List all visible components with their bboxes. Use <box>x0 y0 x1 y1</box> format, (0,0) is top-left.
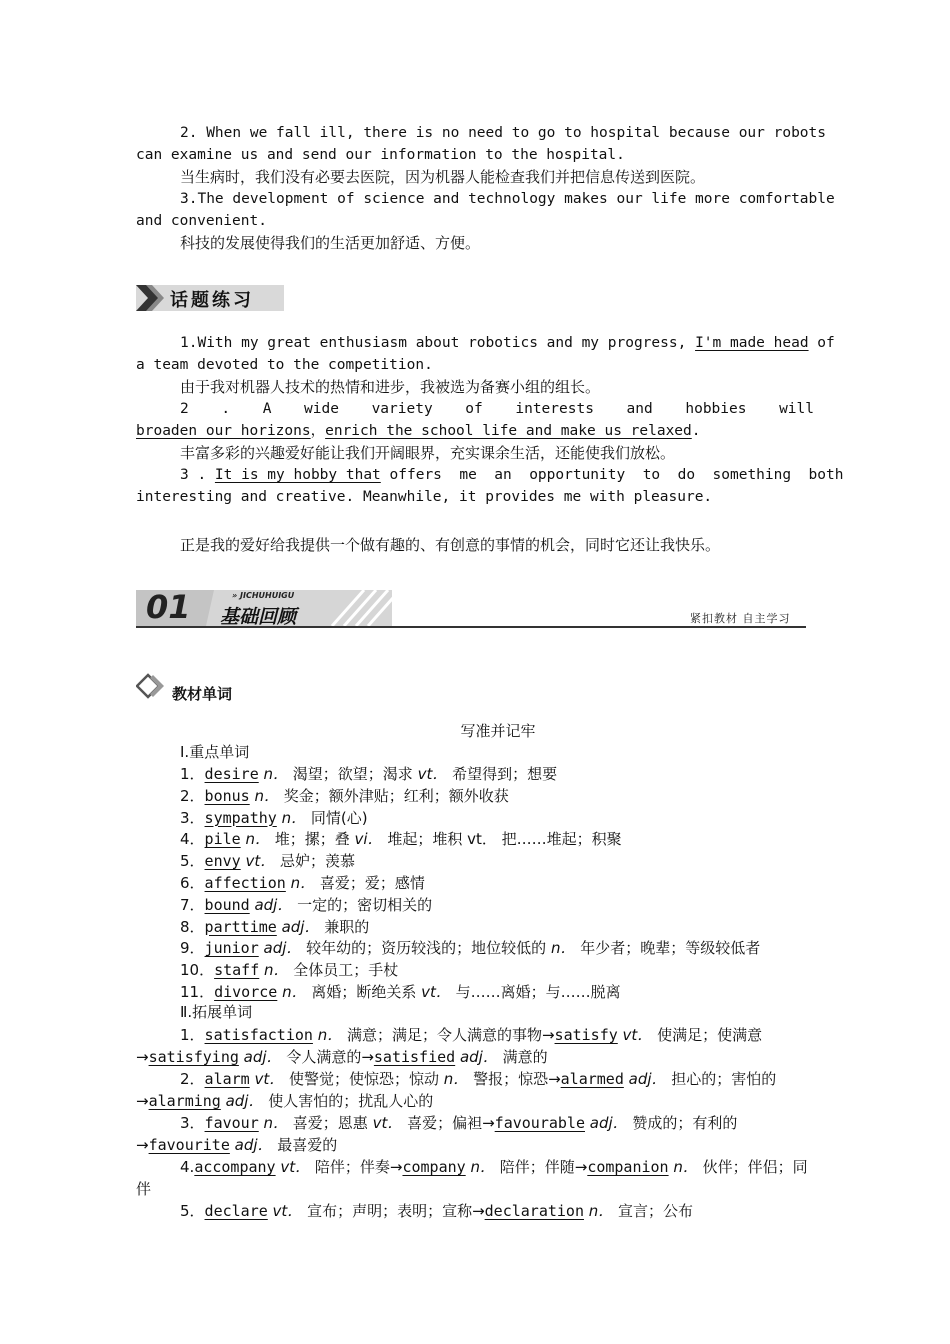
answer-blank: It is my hobby that <box>214 467 381 483</box>
item-number: 7． <box>180 895 205 914</box>
word: interests <box>515 401 594 417</box>
item-number: 2． <box>180 786 205 805</box>
definition: 希望得到；想要 <box>447 765 558 783</box>
vocab-word: alarmed <box>560 1070 624 1088</box>
intro-sentence-2-line1: 2. When we fall ill, there is no need to go to hospital because our robots <box>180 125 827 141</box>
word: wide <box>304 401 339 417</box>
topic-sentence-1-translation: 由于我对机器人技术的热情和进步，我被选为备赛小组的组长。 <box>180 378 601 396</box>
pos: n． <box>312 1026 343 1044</box>
definition: 一定的；密切相关的 <box>292 895 433 914</box>
vocab-word: favourite <box>148 1136 230 1154</box>
pos: vt． <box>267 1202 303 1220</box>
definition: 堆；摞；叠 <box>269 830 355 849</box>
pos: adj． <box>238 1048 282 1066</box>
pos: n． <box>668 1158 698 1176</box>
pos: n． <box>258 1114 289 1132</box>
intro-sentence-3-line1: 3.The development of science and technology makes our life more comfortable <box>180 191 835 207</box>
pos: vi． <box>354 830 383 849</box>
section-number: 01 <box>146 588 191 626</box>
pos: n． <box>583 1202 614 1220</box>
vocab-word: alarming <box>148 1092 221 1110</box>
vocab-word: satisfaction <box>204 1026 313 1044</box>
pos: n． <box>240 830 270 849</box>
definition: 最喜爱的 <box>272 1136 338 1154</box>
vocab-ext-3-line2 <box>136 1135 814 1155</box>
pos: adj． <box>455 1048 498 1066</box>
item-number: 1． <box>180 1026 205 1044</box>
section-pinyin-text: JICHUHUIGU <box>240 591 295 600</box>
word: of <box>465 401 483 417</box>
pos: n． <box>285 874 316 892</box>
pos: n． <box>550 939 576 958</box>
definition: 担心的；害怕的 <box>666 1070 777 1088</box>
definition: 警报；惊恐→ <box>468 1070 561 1088</box>
topic-heading: 话题练习 <box>170 290 254 311</box>
definition: 喜爱；偏袒→ <box>402 1114 495 1132</box>
vocab-word: pile <box>204 830 241 849</box>
pos: adj． <box>584 1114 628 1132</box>
vocab-word: favour <box>204 1114 259 1132</box>
vocab-ext-2-line2 <box>136 1091 814 1111</box>
vocab-word: declaration <box>484 1202 584 1220</box>
vocab-ext-3-line1 <box>180 1113 814 1133</box>
topic-sentence-3-line2: interesting and creative. Meanwhile, it provides me with pleasure. <box>136 489 713 505</box>
vocab-word: satisfied <box>373 1048 456 1066</box>
pos: vt． <box>240 852 276 871</box>
section-pinyin <box>232 591 294 600</box>
vocab-word: satisfy <box>554 1026 618 1044</box>
word: A <box>262 401 272 417</box>
pos: n． <box>277 983 307 1001</box>
item-number: 5． <box>180 1202 205 1220</box>
vocab-word: staff <box>214 961 260 980</box>
pos: n． <box>276 808 307 827</box>
item-number: 2． <box>180 1070 205 1088</box>
vocab-word: bound <box>204 895 250 914</box>
item-number: 11． <box>180 983 215 1001</box>
vocab-key-item <box>180 960 814 980</box>
definition: 赞成的；有利的 <box>627 1114 738 1132</box>
word: will <box>779 401 814 417</box>
text: 3 . <box>180 467 215 483</box>
vocab-part2-heading: Ⅱ.拓展单词 <box>180 1003 253 1021</box>
vocab-key-item <box>180 982 814 1002</box>
pos: n． <box>249 786 279 805</box>
vocab-word: company <box>402 1158 466 1176</box>
pos: n． <box>443 1070 469 1088</box>
diamond-icon <box>136 673 166 699</box>
answer-blank: enrich the school life and make us relaxed <box>325 423 692 439</box>
pos: vt． <box>275 1158 311 1176</box>
vocab-word: favourable <box>494 1114 585 1132</box>
definition: 陪伴；伴随→ <box>494 1158 588 1176</box>
vocab-key-item <box>180 786 814 806</box>
intro-sentence-3-translation: 科技的发展使得我们的生活更加舒适、方便。 <box>180 234 481 252</box>
item-number: 4. <box>180 1158 195 1176</box>
definition: 兼职的 <box>319 917 370 936</box>
pos: vt． <box>249 1070 285 1088</box>
vocab-ext-1-line1 <box>180 1025 814 1045</box>
topic-sentence-1-line2: a team devoted to the competition. <box>136 357 433 373</box>
section-title: 基础回顾 <box>220 606 297 628</box>
vocab-word: desire <box>204 765 259 783</box>
vocab-word: parttime <box>204 917 277 936</box>
definition: 伙伴；伴侣；同 <box>697 1158 808 1176</box>
definition: 使警觉；使惊恐；惊动 <box>284 1070 444 1088</box>
vocab-word: junior <box>204 939 259 958</box>
definition: 喜爱；恩惠 <box>288 1114 373 1132</box>
definition: 宣布；声明；表明；宣称→ <box>302 1202 485 1220</box>
pos: vt． <box>417 765 448 783</box>
topic-sentence-2-line2 <box>136 421 814 441</box>
item-number: 9． <box>180 939 205 958</box>
vocab-part1-heading: Ⅰ.重点单词 <box>180 743 250 761</box>
topic-sentence-2-line1 <box>180 399 814 419</box>
intro-sentence-3-line2: and convenient. <box>136 213 267 229</box>
vocab-key-item <box>180 873 814 893</box>
arrow: → <box>136 1048 149 1066</box>
arrow: → <box>136 1092 149 1110</box>
item-number: 4． <box>180 830 205 849</box>
vocab-ext-1-line2 <box>136 1047 814 1067</box>
definition: 喜爱；爱；感情 <box>315 874 425 892</box>
pos: vt． <box>421 983 451 1001</box>
vocab-subtitle: 教材单词 <box>172 685 233 703</box>
pos: adj． <box>220 1092 264 1110</box>
vocab-key-item <box>180 808 814 828</box>
vocab-ext-5-line1 <box>180 1201 814 1221</box>
definition: 渴望；欲望；渴求 <box>288 765 418 783</box>
answer-blank: broaden our horizons <box>136 423 311 439</box>
pos: adj． <box>276 917 320 936</box>
item-number: 10． <box>180 961 215 980</box>
double-chevron-icon: » <box>232 591 238 600</box>
word: variety <box>371 401 433 417</box>
topic-sentence-1-line1 <box>180 333 835 353</box>
vocab-word: affection <box>204 874 286 892</box>
pos: adj． <box>229 1136 273 1154</box>
item-number: 1． <box>180 765 205 783</box>
vocab-word: bonus <box>204 786 250 805</box>
definition: 堆起；堆积 vt． 把……堆起；积聚 <box>382 830 622 849</box>
definition: 同情(心) <box>306 808 368 827</box>
definition: 满意的 <box>497 1048 548 1066</box>
vocab-word: sympathy <box>204 808 277 827</box>
pos: adj． <box>258 939 302 958</box>
definition: 全体员工；手杖 <box>288 961 399 980</box>
chevron-right-icon <box>136 285 166 311</box>
section-subtitle: 紧扣教材 自主学习 <box>690 612 791 625</box>
word: . <box>221 401 231 417</box>
vocab-word: envy <box>204 852 241 871</box>
topic-sentence-3-line1 <box>180 465 844 485</box>
vocab-key-item <box>180 938 814 958</box>
word: hobbies <box>685 401 747 417</box>
definition: 宣言；公布 <box>613 1202 694 1220</box>
definition: 使人害怕的；扰乱人心的 <box>263 1092 434 1110</box>
text: . <box>691 423 701 439</box>
intro-sentence-2-line2: can examine us and send our information to the hospital. <box>136 147 625 163</box>
vocab-word: accompany <box>194 1158 276 1176</box>
definition: 奖金；额外津贴；红利；额外收获 <box>278 786 509 805</box>
definition: 满意；满足；令人满意的事物→ <box>342 1026 555 1044</box>
vocab-word: satisfying <box>148 1048 239 1066</box>
item-number: 5． <box>180 852 205 871</box>
vocab-key-item <box>180 851 814 871</box>
definition: 与……离婚；与……脱离 <box>450 983 621 1001</box>
word: and <box>626 401 653 417</box>
vocab-center-title: 写准并记牢 <box>460 722 536 740</box>
definition: 陪伴；伴奏→ <box>310 1158 403 1176</box>
vocab-key-item <box>180 917 814 937</box>
topic-sentence-3-translation: 正是我的爱好给我提供一个做有趣的、有创意的事情的机会，同时它还让我快乐。 <box>180 536 721 554</box>
definition: 忌妒；羡慕 <box>275 852 355 871</box>
text: ， <box>310 423 326 439</box>
item-number: 3． <box>180 1114 205 1132</box>
vocab-word: alarm <box>204 1070 250 1088</box>
vocab-key-item <box>180 829 814 849</box>
definition: 令人满意的→ <box>281 1048 374 1066</box>
pos: n． <box>258 765 289 783</box>
text: of <box>808 335 835 351</box>
pos: adj． <box>249 895 293 914</box>
text: 1.With my great enthusiasm about robotics and my progress, <box>180 335 696 351</box>
definition: 年少者；晚辈；等级较低者 <box>575 939 761 958</box>
vocab-ext-2-line1 <box>180 1069 814 1089</box>
item-number: 8． <box>180 917 205 936</box>
answer-blank: I'm made head <box>695 335 809 351</box>
topic-sentence-2-translation: 丰富多彩的兴趣爱好能让我们开阔眼界，充实课余生活，还能使我们放松。 <box>180 444 676 462</box>
pos: vt． <box>617 1026 653 1044</box>
arrow: → <box>136 1136 149 1154</box>
pos: n． <box>465 1158 495 1176</box>
definition: 较年幼的；资历较浅的；地位较低的 <box>301 939 551 958</box>
vocab-ext-4-line1 <box>180 1157 814 1177</box>
definition: 使满足；使满意 <box>652 1026 763 1044</box>
word: 2 <box>180 401 189 417</box>
vocab-word: divorce <box>214 983 278 1001</box>
text: offers me an opportunity to do something both <box>380 467 844 483</box>
pos: n． <box>259 961 289 980</box>
vocab-word: declare <box>204 1202 268 1220</box>
vocab-key-item <box>180 764 814 784</box>
intro-sentence-2-translation: 当生病时，我们没有必要去医院，因为机器人能检查我们并把信息传送到医院。 <box>180 168 706 186</box>
vocab-key-item <box>180 895 814 915</box>
definition: 离婚；断绝关系 <box>306 983 422 1001</box>
item-number: 6． <box>180 874 205 892</box>
pos: vt． <box>372 1114 403 1132</box>
pos: adj． <box>623 1070 667 1088</box>
item-number: 3． <box>180 808 205 827</box>
vocab-word: companion <box>587 1158 669 1176</box>
vocab-ext-4-line2: 伴 <box>136 1180 152 1198</box>
